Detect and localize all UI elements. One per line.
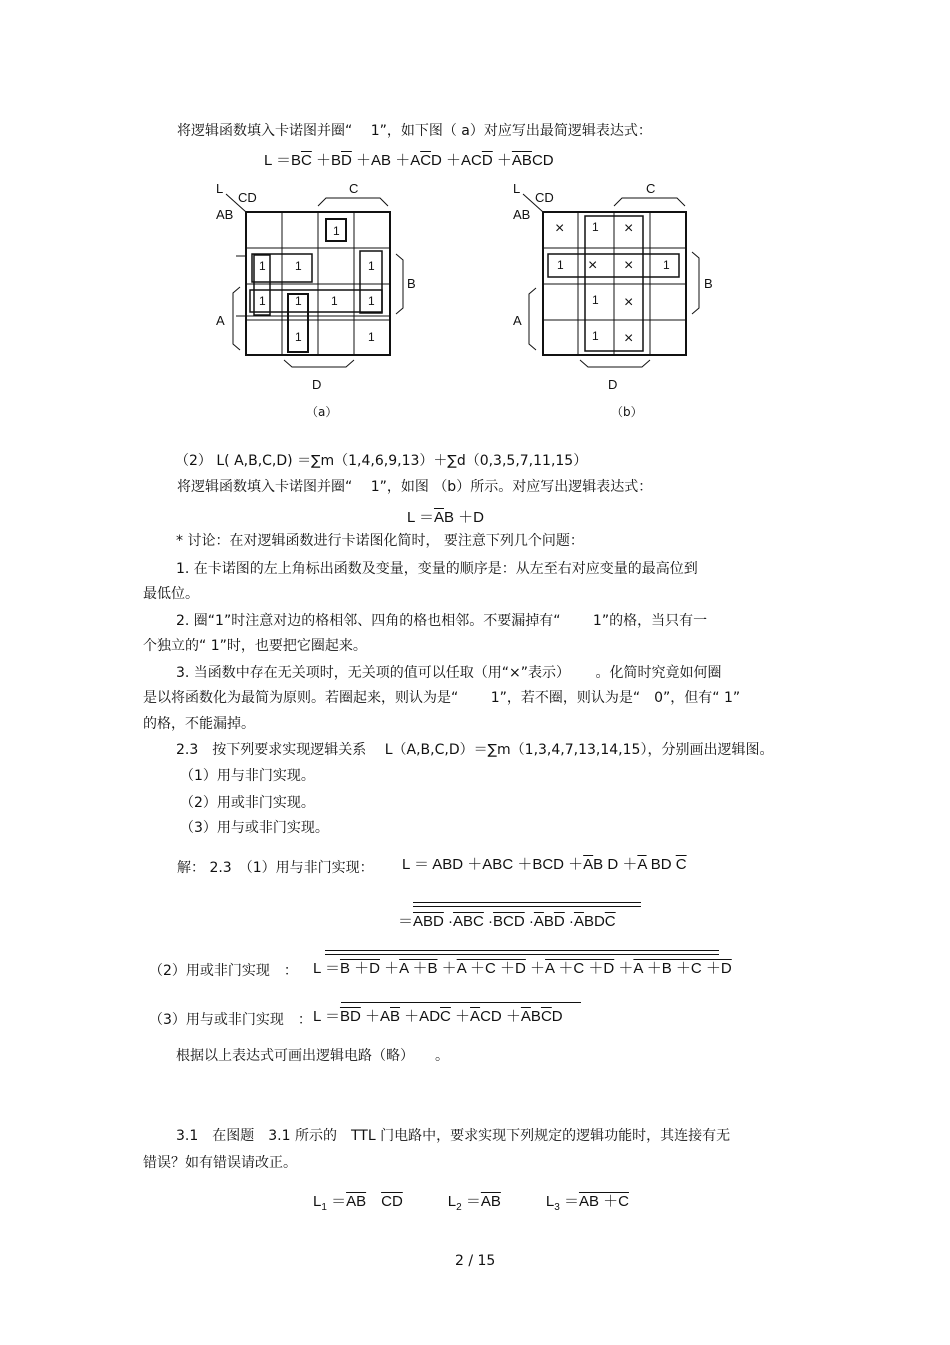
text-line: * 讨论：在对逻辑函数进行卡诺图化简时， 要注意下列几个问题： <box>176 533 584 549</box>
kmap-a-cell: 1 <box>333 224 340 238</box>
text-line: 2.3 按下列要求实现逻辑关系 L（A,B,C,D）＝∑m（1,3,4,7,13,14,15），分别画出逻辑图。 <box>176 742 774 758</box>
kmap-a-func: L <box>216 181 224 196</box>
kmap-a-cell: 1 <box>368 294 375 308</box>
kmap-a-cell: 1 <box>295 294 302 308</box>
kmap-b-caption: （b） <box>611 405 643 419</box>
kmap-b-label-b: B <box>704 276 713 291</box>
kmap-a-label-a: A <box>216 313 225 328</box>
formula-1a: $L =B\overline{C} +B\overline{D} +AB +A\overline{C}D +AC\overline{D} +\overline{A}\overline{B}CD$ <box>264 152 554 169</box>
text-line: （3）用与或非门实现 ： <box>149 1012 312 1028</box>
kmap-a-cell: 1 <box>259 294 266 308</box>
kmap-b-label-d: D <box>608 377 618 392</box>
text-line: （1）用与非门实现。 <box>180 768 315 784</box>
nand-overbar <box>413 902 641 903</box>
kmap-a-cell: 1 <box>368 259 375 273</box>
text-line: 2. 圈“1”时注意对边的格相邻、四角的格也相邻。不要漏掉有“ 1”的格，当只有一 <box>176 613 708 629</box>
kmap-b-cell: × <box>624 330 634 347</box>
text-line: （2） L( A,B,C,D) ＝∑m（1,4,6,9,13）＋∑d（0,3,5,7,11,15） <box>175 453 588 469</box>
text-line: （2）用或非门实现。 <box>180 795 315 811</box>
kmap-a-label-b: B <box>407 276 416 291</box>
formula-aoi: $L =\overline{BD} +A\overline{B} +AD\overline{C} +\overline{A}CD +\overline{A}B\overline{C}D$ <box>313 1008 563 1025</box>
kmap-b-colvar: CD <box>535 190 554 205</box>
kmap-b-cell: × <box>588 257 598 274</box>
kmap-b-cell: 1 <box>663 258 670 272</box>
kmap-b-label-a: A <box>513 313 522 328</box>
kmap-b-rowvar: AB <box>513 207 531 222</box>
text-line: （2）用或非门实现 ： <box>149 963 298 979</box>
kmap-a-cell: 1 <box>295 259 302 273</box>
formula-1b: $L =\overline{A}B +D$ <box>407 509 484 526</box>
text-line: 解： 2.3 （1）用与非门实现： <box>177 860 374 876</box>
kmap-b-cell: 1 <box>557 258 564 272</box>
nor-overbar <box>325 950 719 951</box>
text-line: 的格，不能漏掉。 <box>143 716 255 732</box>
formula-nand: $=\overline{ABD} \cdot\overline{ABC} \cdot\overline{BCD} \cdot\overline{A}B\overline{D} \cdot\overline{A}BD\overline{C}$ <box>398 913 616 930</box>
formula-nor: L ＝B ＋D ＋A ＋B ＋A ＋C ＋D ＋A ＋C ＋D ＋A ＋B ＋C ＋D <box>313 960 732 977</box>
kmap-a <box>226 194 403 367</box>
text-line: 1. 在卡诺图的左上角标出函数及变量，变量的顺序是：从左至右对应变量的最高位到 <box>176 561 698 577</box>
kmap-b-cell: 1 <box>592 293 599 307</box>
kmap-a-cell: 1 <box>259 259 266 273</box>
formula-3-1: $L_1 =\overline{AB}$ $\overline{CD}$ $L_2 =\overline{AB}$ $L_3 =AB +C$ <box>313 1193 629 1213</box>
text-line: 最低位。 <box>143 586 199 602</box>
formula-nand-sop: L ＝ ABD $+ABC +BCD +\overline{A}B$ $D +\overline{A}$ BD $\overline{C}$ <box>402 856 687 873</box>
text-line: 将逻辑函数填入卡诺图并圈“ 1”，如下图（ a）对应写出最简逻辑表达式： <box>177 123 652 139</box>
aoi-overbar <box>341 1002 581 1003</box>
karnaugh-maps <box>0 0 950 430</box>
kmap-a-cell: 1 <box>295 330 302 344</box>
kmap-b-cell: × <box>624 294 634 311</box>
kmap-b-cell: × <box>555 220 565 237</box>
kmap-b-func: L <box>513 181 521 196</box>
kmap-a-cell: 1 <box>331 294 338 308</box>
kmap-b-cell: × <box>624 257 634 274</box>
kmap-a-label-d: D <box>312 377 322 392</box>
kmap-a-cell: 1 <box>368 330 375 344</box>
text-line: 错误？如有错误请改正。 <box>143 1155 297 1171</box>
kmap-b-cell: 1 <box>592 220 599 234</box>
text-line: （3）用与或非门实现。 <box>180 820 329 836</box>
kmap-b-cell: × <box>624 220 634 237</box>
kmap-b <box>523 194 699 367</box>
text-line: 将逻辑函数填入卡诺图并圈“ 1”，如图 （b）所示。对应写出逻辑表达式： <box>177 479 653 495</box>
kmap-a-caption: （a） <box>306 405 338 419</box>
kmap-b-label-c: C <box>646 181 656 196</box>
kmap-b-cell: 1 <box>592 329 599 343</box>
kmap-a-colvar: CD <box>238 190 257 205</box>
nand-overbar <box>413 906 641 907</box>
page-number: 2 / 15 <box>455 1253 496 1269</box>
text-line: 3. 当函数中存在无关项时，无关项的值可以任取（用“×”表示） 。化简时究竟如何圈 <box>176 665 722 681</box>
text-line: 根据以上表达式可画出逻辑电路（略） 。 <box>176 1048 449 1064</box>
text-line: 是以将函数化为最简为原则。若圈起来，则认为是“ 1”，若不圈，则认为是“ 0”，但有“ 1” <box>143 690 741 706</box>
kmap-a-label-c: C <box>349 181 359 196</box>
kmap-a-rowvar: AB <box>216 207 234 222</box>
text-line: 个独立的“ 1”时，也要把它圈起来。 <box>143 638 367 654</box>
nor-overbar <box>325 954 719 955</box>
text-line: 3.1 在图题 3.1 所示的 TTL 门电路中，要求实现下列规定的逻辑功能时，其连接有无 <box>176 1128 731 1144</box>
